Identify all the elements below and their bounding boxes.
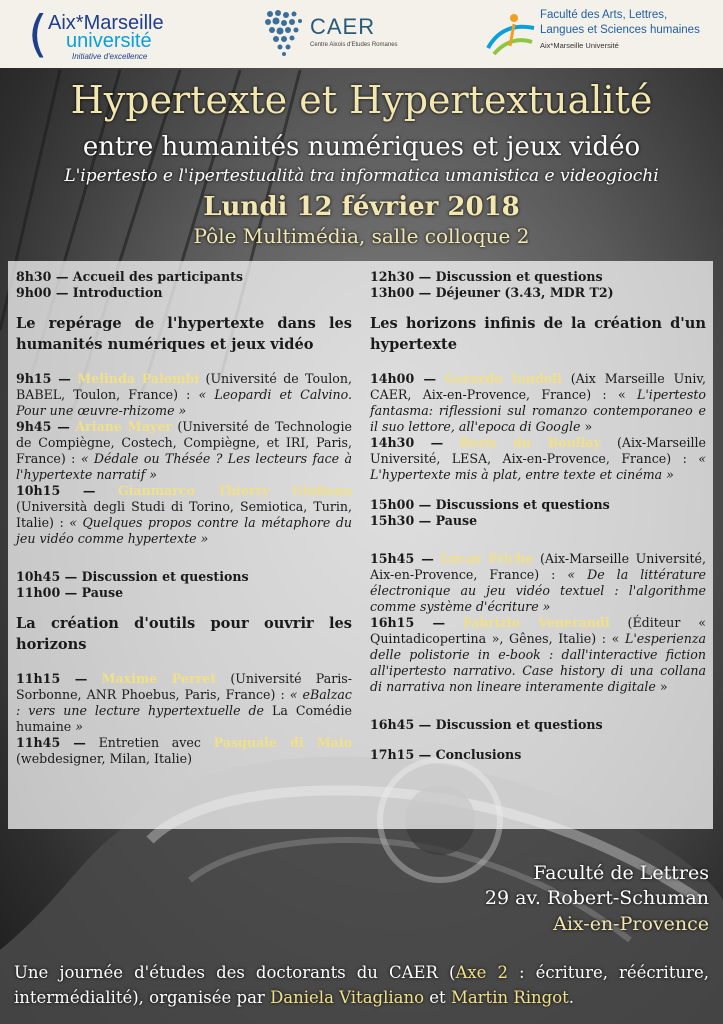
caer-logo-subtitle: Centre Aixois d'Etudes Romanes <box>310 42 398 48</box>
spacer <box>370 695 706 717</box>
speaker-name: Fabrizio Venerandi <box>463 615 610 630</box>
speaker-name: Gianmarco Thierry Giuliana <box>117 483 353 498</box>
faculty-logo-line3: Aix*Marseille Université <box>540 41 619 50</box>
entry-time: 14h00 — <box>370 371 437 386</box>
speaker-affiliation: (Aix Marseille Univ, CAER, Aix-en-Provence, France) : « <box>370 371 706 402</box>
talk-title: L'ipertesto fantasma: riflessioni sul romanzo contemporaneo e il suo lettore, all'epoca di Google <box>370 387 706 434</box>
amu-logo-bracket: ( <box>28 5 48 63</box>
note-text: . <box>568 988 575 1007</box>
session-heading: Le repérage de l'hypertexte dans les humanités numériques et jeux vidéo <box>16 315 352 353</box>
entry-time: 15h45 — <box>370 551 434 566</box>
entry-time: 14h30 — <box>370 435 444 450</box>
speaker-affiliation: (Università degli Studi di Torino, Semiotica, Turin, Italie) : <box>16 499 352 530</box>
speaker-affiliation: (Aix-Marseille Université, Aix-en-Provence, France) : <box>370 551 706 582</box>
program-panel <box>8 261 713 829</box>
session-heading: Les horizons infinis de la création d'un hypertexte <box>370 315 706 353</box>
speaker-name: Melinda Palombi <box>77 371 200 386</box>
schedule-line: 13h00 — Déjeuner (3.43, MDR T2) <box>370 285 614 300</box>
program-entry <box>370 435 706 483</box>
program-entry <box>16 419 352 483</box>
faculty-logo-line2: Langues et Sciences humaines <box>540 24 700 36</box>
schedule-line: 12h30 — Discussion et questions <box>370 269 603 284</box>
caer-logo-name: CAER <box>310 14 376 39</box>
speaker-affiliation: (Université de Technologie de Compiègne, Costech, Compiègne, et IRI, Paris, France) : <box>16 419 352 466</box>
speaker-name: Ariane Mayer <box>75 419 172 434</box>
program-entry <box>16 671 352 735</box>
speaker-affiliation: (webdesigner, Milan, Italie) <box>16 751 193 766</box>
speaker-affiliation: (Éditeur « Quintadicopertina », Gênes, Italie) : « <box>370 615 706 646</box>
caer-logo <box>262 8 402 60</box>
talk-title: « Quelques propos contre la métaphore du jeu vidéo comme hypertexte » <box>16 515 352 546</box>
speaker-affiliation: (Aix-Marseille Université, LESA, Aix-en-Provence, France) : <box>370 435 706 466</box>
logo-header <box>0 0 723 68</box>
caer-map-icon <box>262 8 306 60</box>
schedule-line: 11h00 — Pause <box>16 585 124 600</box>
schedule-line: 16h45 — Discussion et questions <box>370 717 603 732</box>
talk-title: « L'hypertexte mis à plat, entre texte et cinéma » <box>370 451 706 482</box>
spacer <box>370 529 706 551</box>
schedule-line: 10h45 — Discussion et questions <box>16 569 249 584</box>
speaker-name: Lucas Friche <box>440 551 534 566</box>
spacer <box>16 547 352 569</box>
talk-title-work: La Comédie humaine <box>16 703 352 734</box>
speaker-name: Boris du Boullay <box>459 435 601 450</box>
talk-title-close: » <box>75 719 83 734</box>
speaker-name: Gerardo Iandoli <box>445 371 562 386</box>
spacer <box>370 483 706 497</box>
venue-address: 29 av. Robert-Schuman <box>484 887 709 909</box>
schedule-line: 15h00 — Discussions et questions <box>370 497 610 512</box>
entry-time: 9h45 — <box>16 419 70 434</box>
talk-title: « eBalzac : vers une lecture hypertextuelle de <box>16 687 352 718</box>
amu-logo <box>28 6 198 62</box>
session-heading: La création d'outils pour ouvrir les horizons <box>16 615 352 653</box>
schedule-line: 9h00 — Introduction <box>16 285 163 300</box>
program-entry <box>370 371 706 435</box>
spacer <box>370 733 706 747</box>
event-date: Lundi 12 février 2018 <box>203 192 520 222</box>
note-text: : écriture, réécriture, intermédialité), organisée par <box>14 963 709 1007</box>
entry-prefix: Entretien avec <box>98 735 201 750</box>
speaker-name: Pasquale di Maio <box>213 735 353 750</box>
entry-time: 16h15 — <box>370 615 446 630</box>
faculty-logo-mark <box>484 10 538 58</box>
venue-line1: Faculté de Lettres <box>533 862 709 884</box>
program-entry <box>370 551 706 615</box>
talk-title: « Leopardi et Calvino. Pour une œuvre-rhizome » <box>16 387 352 418</box>
program-entry <box>16 483 352 547</box>
entry-time: 9h15 — <box>16 371 71 386</box>
program-entry <box>370 615 706 695</box>
program-entry <box>16 371 352 419</box>
speaker-name: Maxime Perret <box>101 671 217 686</box>
program-left-column <box>16 269 352 767</box>
schedule-line: 8h30 — Accueil des participants <box>16 269 244 284</box>
talk-title: L'esperienza delle polistorie in e-book : dall'interactive fiction all'ipertesto narrativo. Case history di una collana di narrativa non lineare interamente digitale <box>370 631 706 694</box>
schedule-line: 17h15 — Conclusions <box>370 747 522 762</box>
talk-title-close: » <box>659 679 668 694</box>
speaker-affiliation: (Université de Toulon, BABEL, Toulon, France) : <box>16 371 352 402</box>
faculty-logo-line1: Faculté des Arts, Lettres, <box>540 9 668 21</box>
organizer-name: Martin Ringot <box>450 988 569 1007</box>
entry-time: 10h15 — <box>16 483 96 498</box>
organizer-name: Daniela Vitagliano <box>270 988 425 1007</box>
event-italian-subtitle: L'ipertesto e l'ipertestualità tra informatica umanistica e videogiochi <box>64 166 659 186</box>
event-subtitle: entre humanités numériques et jeux vidéo <box>82 132 641 162</box>
note-text: et <box>424 988 451 1007</box>
program-entry <box>16 735 352 767</box>
schedule-line: 15h30 — Pause <box>370 513 478 528</box>
entry-time: 11h45 — <box>16 735 86 750</box>
talk-title: « Dédale ou Thésée ? Les lecteurs face à l'hypertexte narratif » <box>16 451 353 482</box>
organizers-note <box>14 960 709 1010</box>
amu-logo-line1: Aix*Marseille <box>48 12 164 34</box>
axis-label: Axe 2 <box>455 963 508 982</box>
talk-title: « De la littérature électronique au jeu vidéo textuel : l'algorithme comme système d'écriture » <box>370 567 707 614</box>
program-right-column <box>370 269 706 763</box>
talk-title-close: » <box>584 419 593 434</box>
amu-logo-line2: université <box>66 30 152 52</box>
amu-logo-tagline: Initiative d'excellence <box>72 52 148 61</box>
venue-city: Aix-en-Provence <box>553 913 709 935</box>
event-title: Hypertexte et Hypertextualité <box>70 78 653 122</box>
faculty-logo <box>484 6 704 62</box>
entry-time: 11h15 — <box>16 671 88 686</box>
event-location: Pôle Multimédia, salle colloque 2 <box>193 224 530 248</box>
note-text: Une journée d'études des doctorants du CAER ( <box>14 963 456 982</box>
speaker-affiliation: (Université Paris-Sorbonne, ANR Phoebus, Paris, France) : <box>16 671 352 702</box>
